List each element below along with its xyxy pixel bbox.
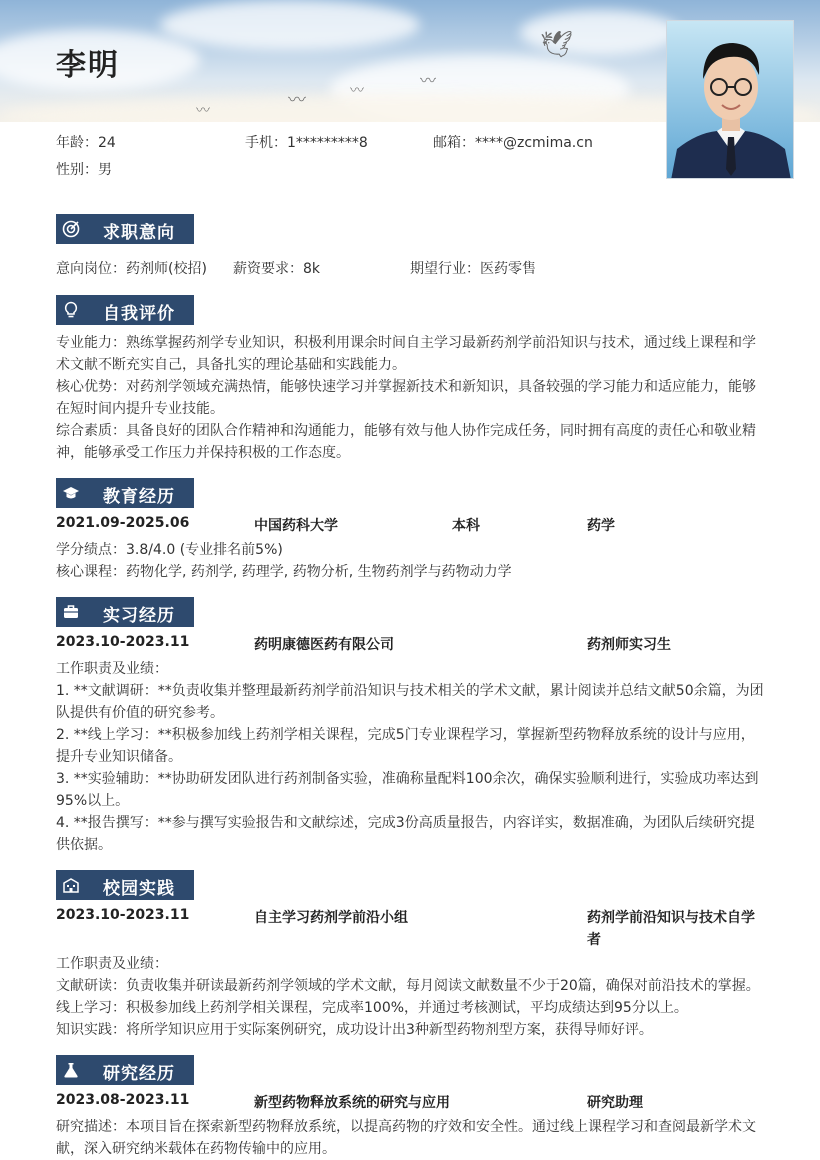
internship-item: 2. **线上学习：**积极参加线上药剂学相关课程，完成5门专业课程学习，掌握新型药物释放系统的设计与应用，提升专业知识储备。 — [56, 727, 755, 765]
profile-photo — [666, 20, 794, 179]
intent-salary-value: 8k — [303, 261, 321, 277]
section-title-internship: 实习经历 — [103, 606, 175, 626]
internship-company: 药明康德医药有限公司 — [254, 637, 394, 653]
section-header-self — [56, 295, 194, 325]
education-school: 中国药科大学 — [254, 518, 338, 534]
campus-date: 2023.10-2023.11 — [56, 907, 190, 923]
intent-salary — [233, 258, 320, 278]
education-degree: 本科 — [452, 518, 480, 534]
intent-salary-label: 薪资要求： — [233, 261, 303, 277]
email-label: 邮箱： — [433, 135, 475, 151]
campus-item: 线上学习：积极参加线上药剂学相关课程，完成率100%，并通过考核测试，平均成绩达到95分以上。 — [56, 1000, 688, 1016]
intent-position — [56, 258, 207, 278]
phone-value: 1*********8 — [287, 135, 368, 151]
internship-item: 3. **实验辅助：**协助研发团队进行药剂制备实验，准确称量配料100余次，确保实验顺利进行，实验成功率达到95%以上。 — [56, 771, 759, 809]
internship-date: 2023.10-2023.11 — [56, 634, 190, 650]
section-header-education — [56, 478, 194, 508]
research-date: 2023.08-2023.11 — [56, 1092, 190, 1108]
intent-industry-value: 医药零售 — [480, 261, 536, 277]
education-date: 2021.09-2025.06 — [56, 515, 190, 531]
research-row — [56, 1092, 768, 1114]
gender-value: 男 — [98, 162, 112, 178]
section-title-self: 自我评价 — [103, 304, 175, 324]
self-eval-item: 专业能力：熟练掌握药剂学专业知识，积极利用课余时间自主学习最新药剂学前沿知识与技术，通过线上课程和学术文献不断充实自己，具备扎实的理论基础和实践能力。 — [56, 335, 756, 373]
research-role: 研究助理 — [587, 1095, 643, 1111]
gender-field — [56, 159, 112, 179]
campus-row — [56, 907, 768, 951]
research-project: 新型药物释放系统的研究与应用 — [254, 1095, 450, 1111]
internship-item: 1. **文献调研：**负责收集并整理最新药剂学前沿知识与技术相关的学术文献，累计阅读并总结文献50余篇，为团队提供有价值的研究参考。 — [56, 683, 764, 721]
bird-decoration: 〰 — [350, 83, 364, 99]
school-building-icon — [62, 876, 80, 894]
self-eval-item: 综合素质：具备良好的团队合作精神和沟通能力，能够有效与他人协作完成任务，同时拥有高度的责任心和敬业精神，能够承受工作压力并保持积极的工作态度。 — [56, 423, 756, 461]
bird-decoration: 〰 — [420, 71, 437, 90]
campus-org: 自主学习药剂学前沿小组 — [254, 910, 408, 926]
campus-duty-label: 工作职责及业绩： — [56, 956, 168, 972]
internship-item: 4. **报告撰写：**参与撰写实验报告和文献综述，完成3份高质量报告，内容详实，数据准确，为团队后续研究提供依据。 — [56, 815, 755, 853]
campus-item: 知识实践：将所学知识应用于实际案例研究，成功设计出3种新型药物剂型方案，获得导师好评。 — [56, 1022, 653, 1038]
education-row — [56, 515, 768, 537]
internship-duty-label: 工作职责及业绩： — [56, 661, 168, 677]
section-header-research — [56, 1055, 194, 1085]
age-label: 年龄： — [56, 135, 98, 151]
briefcase-icon — [62, 603, 80, 621]
section-title-research: 研究经历 — [103, 1064, 175, 1084]
section-header-intent — [56, 214, 194, 244]
gender-label: 性别： — [56, 162, 98, 178]
internship-role: 药剂师实习生 — [587, 637, 671, 653]
intent-industry-label: 期望行业： — [410, 261, 480, 277]
candidate-name: 李明 — [56, 48, 120, 83]
bird-decoration: 🕊 — [540, 30, 574, 60]
internship-row — [56, 634, 768, 656]
target-icon — [62, 220, 80, 238]
campus-role: 药剂学前沿知识与技术自学者 — [587, 910, 755, 948]
section-title-intent: 求职意向 — [103, 223, 175, 243]
self-eval-item: 核心优势：对药剂学领域充满热情，能够快速学习并掌握新技术和新知识，具备较强的学习能力和适应能力，能够在短时间内提升专业技能。 — [56, 379, 756, 417]
intent-position-value: 药剂师(校招) — [126, 261, 207, 277]
section-title-education: 教育经历 — [103, 487, 175, 507]
research-desc: 研究描述：本项目旨在探索新型药物释放系统，以提高药物的疗效和安全性。通过线上课程学习和查阅最新学术文献，深入研究纳米载体在药物传输中的应用。 — [56, 1119, 756, 1157]
education-courses: 核心课程：药物化学, 药剂学, 药理学, 药物分析, 生物药剂学与药物动力学 — [56, 564, 512, 580]
age-value: 24 — [98, 135, 116, 151]
intent-industry — [410, 258, 536, 278]
phone-label: 手机： — [245, 135, 287, 151]
age-field — [56, 132, 116, 152]
avatar-portrait — [667, 21, 794, 179]
email-value: ****@zcmima.cn — [475, 135, 593, 151]
education-major: 药学 — [587, 518, 615, 534]
phone-field — [245, 132, 368, 152]
email-field — [433, 132, 593, 152]
section-title-campus: 校园实践 — [103, 879, 175, 899]
bird-decoration: 〰 — [288, 90, 306, 111]
bird-decoration: 〰 — [196, 103, 210, 119]
campus-item: 文献研读：负责收集并研读最新药剂学领域的学术文献，每月阅读文献数量不少于20篇，确保对前沿技术的掌握。 — [56, 978, 760, 994]
section-header-campus — [56, 870, 194, 900]
flask-icon — [62, 1061, 80, 1079]
education-gpa: 学分绩点：3.8/4.0 (专业排名前5%) — [56, 542, 283, 558]
graduation-cap-icon — [62, 484, 80, 502]
lightbulb-icon — [62, 301, 80, 319]
intent-position-label: 意向岗位： — [56, 261, 126, 277]
section-header-internship — [56, 597, 194, 627]
